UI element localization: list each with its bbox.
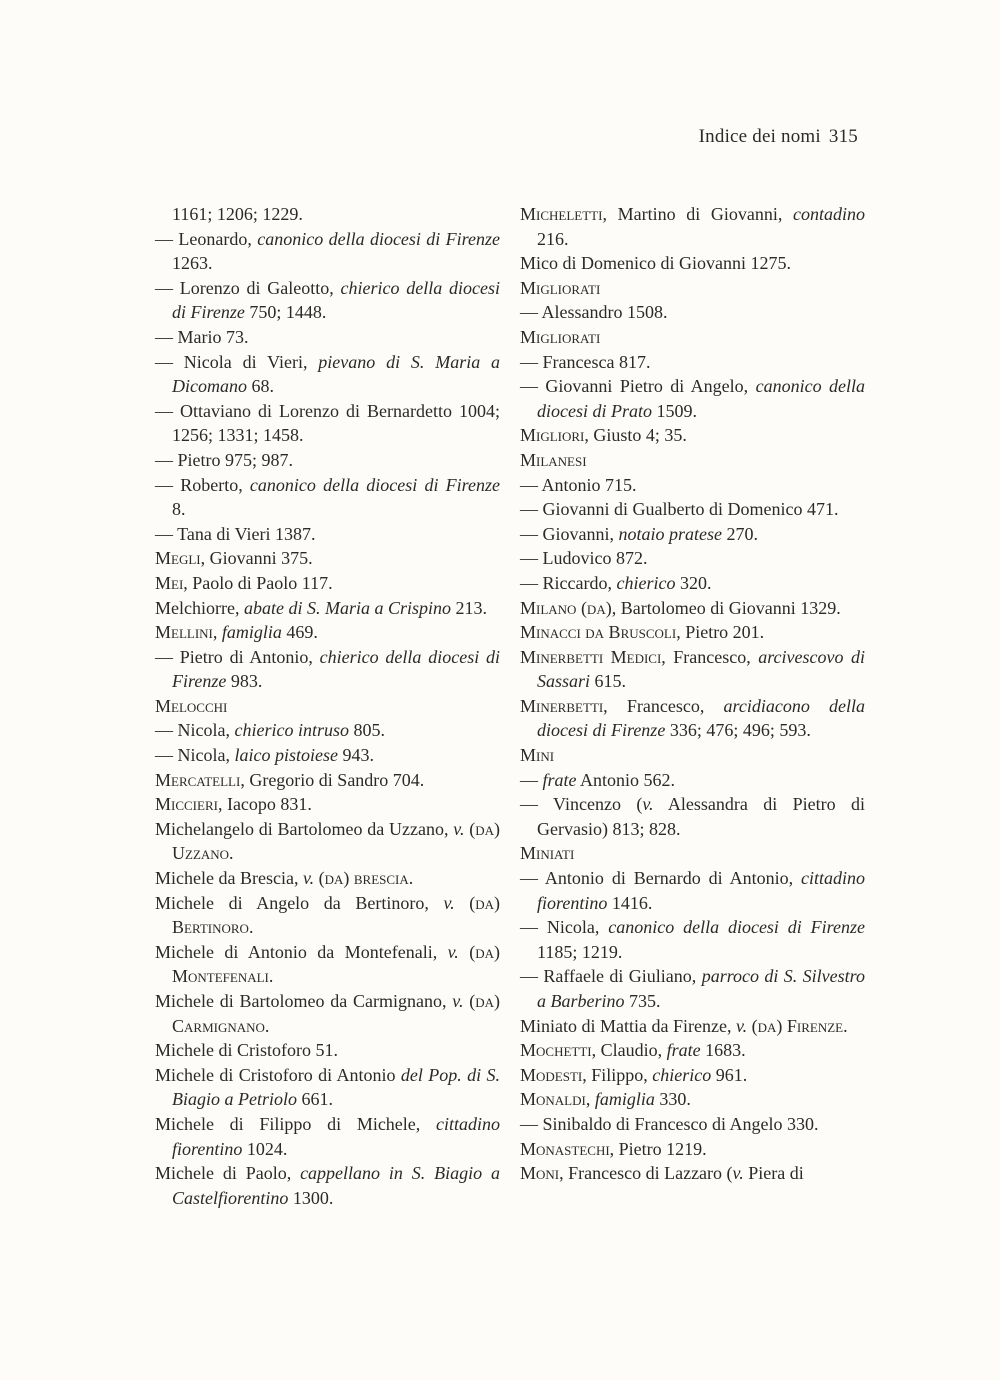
- entry-text: Michele di Cristoforo di Antonio: [155, 1064, 401, 1085]
- entry-surname: (da) brescia.: [314, 868, 414, 889]
- entry-surname: Monastechi: [520, 1138, 610, 1159]
- entry-text: 320.: [675, 572, 712, 593]
- index-entry: [520, 768, 865, 793]
- entry-text: 1263.: [172, 253, 213, 274]
- entry-text: , Claudio,: [591, 1040, 667, 1061]
- index-entry: [155, 620, 500, 645]
- index-entry: [520, 571, 865, 596]
- entry-italic: contadino: [793, 204, 865, 224]
- entry-italic: pievano di S. Maria a Dicomano: [172, 351, 501, 397]
- entry-text: 213.: [450, 597, 487, 618]
- index-column-left: [155, 202, 500, 1210]
- index-entry: [155, 694, 500, 719]
- index-entry: [520, 497, 865, 522]
- entry-text: 1509.: [652, 400, 697, 421]
- index-entry: [520, 522, 865, 547]
- entry-italic: arcidiacono della diocesi di Firenze: [537, 695, 866, 741]
- entry-text: Michele da Brescia,: [155, 868, 303, 889]
- index-entry: [520, 694, 865, 743]
- entry-text: ,: [212, 622, 222, 643]
- index-entry: [520, 1038, 865, 1063]
- entry-italic: notaio pratese: [618, 523, 722, 544]
- entry-surname: (da) Bertinoro.: [172, 892, 500, 938]
- entry-text: 1185; 1219.: [537, 941, 623, 962]
- entry-text: 469.: [281, 622, 318, 643]
- entry-text: — Lorenzo di Galeotto,: [155, 277, 341, 298]
- entry-text: Mico di Domenico di Giovanni 1275.: [520, 253, 791, 274]
- index-entry: [155, 325, 500, 350]
- entry-text: , Iacopo 831.: [217, 794, 312, 815]
- entry-italic: frate: [666, 1040, 701, 1061]
- entry-text: Piera di: [743, 1163, 804, 1184]
- entry-italic: v.: [453, 818, 465, 839]
- entry-text: — Giovanni,: [520, 523, 619, 544]
- entry-text: — Antonio di Bernardo di Antonio,: [520, 868, 801, 889]
- entry-text: 336; 476; 496; 593.: [665, 720, 811, 741]
- entry-surname: Micheletti: [520, 204, 603, 224]
- entry-surname: Mochetti: [520, 1040, 592, 1061]
- index-entry: [520, 423, 865, 448]
- entry-italic: famiglia: [221, 622, 282, 643]
- entry-text: — Giovanni Pietro di Angelo,: [520, 376, 756, 397]
- entry-italic: v.: [452, 991, 464, 1011]
- index-entry: [155, 1161, 500, 1210]
- index-entry: [155, 1112, 500, 1161]
- entry-text: , Paolo di Paolo 117.: [183, 572, 333, 593]
- entry-surname: Milanesi: [520, 449, 587, 470]
- entry-surname: Migliorati: [520, 326, 601, 347]
- entry-text: 1024.: [242, 1138, 288, 1159]
- index-entry: [520, 596, 865, 621]
- index-entry: [520, 645, 865, 694]
- entry-surname: Mercatelli: [155, 769, 241, 790]
- entry-italic: cittadino fiorentino: [537, 868, 865, 913]
- entry-surname: Moni: [520, 1163, 560, 1184]
- index-entry: [520, 866, 865, 915]
- entry-text: Miniato di Mattia da Firenze,: [520, 1015, 736, 1036]
- entry-text: 1683.: [700, 1040, 746, 1061]
- entry-text: — Francesca 817.: [520, 351, 651, 372]
- entry-surname: Mei: [155, 572, 184, 593]
- entry-italic: chierico intruso: [234, 720, 349, 741]
- index-entry: [155, 718, 500, 743]
- index-entry: [155, 522, 500, 547]
- entry-text: ,: [585, 1089, 595, 1110]
- index-entry: [155, 448, 500, 473]
- entry-italic: cappellano in S. Biagio a Castelfiorentino: [172, 1163, 500, 1208]
- entry-italic: abate di S. Maria a Crispino: [243, 597, 451, 618]
- entry-text: — Nicola,: [520, 917, 609, 938]
- entry-text: 661.: [297, 1089, 333, 1110]
- index-entry: [520, 374, 865, 423]
- entry-text: — Ludovico 872.: [520, 548, 648, 569]
- entry-text: — Nicola,: [155, 720, 235, 741]
- entry-text: 330.: [654, 1089, 691, 1110]
- entry-surname: Modesti: [520, 1064, 583, 1085]
- index-entry: [520, 276, 865, 301]
- index-entry: [155, 866, 500, 891]
- index-entry: [520, 1063, 865, 1088]
- header-title: Indice dei nomi: [698, 126, 821, 147]
- entry-italic: chierico: [652, 1064, 712, 1085]
- entry-text: , Francesco,: [661, 646, 759, 667]
- entry-italic: canonico della diocesi di Firenze: [249, 474, 500, 495]
- index-entry: [155, 989, 500, 1038]
- index-entry: [520, 743, 865, 768]
- entry-italic: canonico della diocesi di Firenze: [608, 917, 865, 938]
- page-number: 315: [828, 126, 858, 147]
- entry-text: — Mario 73.: [155, 326, 249, 347]
- entry-text: 1161; 1206; 1229.: [172, 204, 303, 224]
- entry-text: 805.: [348, 720, 385, 741]
- entry-italic: chierico della diocesi di Firenze: [172, 277, 500, 323]
- entry-text: 983.: [226, 671, 263, 692]
- index-entry: [155, 202, 500, 227]
- running-header: [691, 126, 858, 148]
- index-entry: [520, 620, 865, 645]
- entry-surname: Minerbetti Medici: [520, 646, 662, 667]
- index-entry: [520, 1112, 865, 1137]
- index-entry: [155, 1063, 500, 1112]
- entry-text: , Martino di Giovanni,: [602, 204, 793, 224]
- entry-surname: Melocchi: [155, 695, 228, 716]
- entry-text: 961.: [711, 1064, 748, 1085]
- entry-text: — Pietro 975; 987.: [155, 449, 293, 470]
- entry-text: 750; 1448.: [244, 302, 327, 323]
- entry-text: Michele di Angelo da Bertinoro,: [155, 892, 444, 913]
- index-entry: [155, 350, 500, 399]
- index-entry: [520, 202, 865, 251]
- entry-text: Michele di Antonio da Montefenali,: [155, 941, 448, 962]
- entry-text: — Roberto,: [155, 474, 250, 495]
- index-entry: [155, 596, 500, 621]
- entry-surname: Mini: [520, 745, 555, 766]
- entry-text: — Nicola di Vieri,: [155, 351, 319, 372]
- entry-italic: cittadino fiorentino: [172, 1113, 500, 1159]
- entry-text: 943.: [337, 745, 374, 766]
- entry-text: , Francesco,: [603, 695, 724, 716]
- entry-text: — Pietro di Antonio,: [155, 646, 320, 667]
- entry-surname: (da) Carmignano.: [172, 991, 500, 1036]
- entry-text: Michelangelo di Bartolomeo da Uzzano,: [155, 818, 454, 839]
- entry-surname: Minacci da Bruscoli: [520, 622, 677, 643]
- entry-surname: Monaldi: [520, 1089, 586, 1110]
- index-entry: [520, 1014, 865, 1039]
- index-entry: [520, 473, 865, 498]
- entry-surname: Miniati: [520, 843, 575, 864]
- entry-text: 615.: [590, 671, 627, 692]
- index-entry: [155, 645, 500, 694]
- entry-surname: Megli: [155, 548, 201, 569]
- entry-italic: v.: [642, 794, 654, 815]
- entry-text: 216.: [537, 228, 569, 249]
- entry-text: 270.: [722, 523, 758, 544]
- entry-text: , Filippo,: [582, 1064, 653, 1085]
- entry-surname: Minerbetti: [520, 695, 604, 716]
- entry-text: , Giusto 4; 35.: [584, 425, 687, 446]
- index-entry: [155, 817, 500, 866]
- entry-text: , Gregorio di Sandro 704.: [240, 769, 425, 790]
- entry-text: — Vincenzo (: [520, 794, 643, 815]
- entry-text: 8.: [172, 499, 186, 520]
- index-entry: [155, 227, 500, 276]
- entry-text: Melchiorre,: [155, 597, 244, 618]
- entry-text: — Antonio 715.: [520, 474, 637, 495]
- index-entry: [520, 1161, 865, 1186]
- index-entry: [155, 743, 500, 768]
- entry-italic: arcivescovo di Sassari: [537, 646, 865, 692]
- entry-text: — Tana di Vieri 1387.: [155, 523, 316, 544]
- entry-text: , Bartolomeo di Giovanni 1329.: [611, 597, 841, 618]
- index-entry: [155, 940, 500, 989]
- entry-text: — Sinibaldo di Francesco di Angelo 330.: [520, 1113, 819, 1134]
- entry-text: Michele di Bartolomeo da Carmignano,: [155, 991, 453, 1011]
- entry-surname: Mellini: [155, 622, 213, 643]
- entry-text: — Ottaviano di Lorenzo di Bernardetto 1004; 1256; 1331; 1458.: [155, 400, 500, 446]
- index-entry: [155, 546, 500, 571]
- entry-text: — Giovanni di Gualberto di Domenico 471.: [520, 499, 839, 520]
- index-entry: [520, 251, 865, 276]
- entry-text: — Riccardo,: [520, 572, 617, 593]
- entry-surname: Migliori: [520, 425, 585, 446]
- entry-text: —: [520, 769, 543, 790]
- entry-text: 1300.: [288, 1187, 334, 1208]
- entry-text: — Alessandro 1508.: [520, 302, 668, 323]
- entry-text: Alessandra di Pietro di Gervasio) 813; 828.: [537, 794, 865, 839]
- index-entry: [520, 325, 865, 350]
- entry-italic: famiglia: [594, 1089, 655, 1110]
- entry-italic: laico pistoiese: [234, 745, 338, 766]
- entry-text: , Giovanni 375.: [200, 548, 313, 569]
- entry-text: — Raffaele di Giuliano,: [520, 966, 702, 987]
- entry-text: 735.: [624, 991, 661, 1011]
- index-entry: [155, 768, 500, 793]
- entry-text: , Pietro 1219.: [609, 1138, 707, 1159]
- entry-text: — Nicola,: [155, 745, 235, 766]
- index-entry: [520, 350, 865, 375]
- index-entry: [520, 915, 865, 964]
- index-entry: [155, 571, 500, 596]
- entry-italic: frate: [542, 769, 577, 790]
- entry-italic: canonico della diocesi di Prato: [537, 376, 865, 421]
- index-entry: [155, 891, 500, 940]
- index-entry: [155, 1038, 500, 1063]
- index-entry: [155, 399, 500, 448]
- entry-surname: (da) Uzzano.: [172, 818, 500, 864]
- index-column-right: [520, 202, 865, 1186]
- entry-text: Michele di Cristoforo 51.: [155, 1040, 338, 1061]
- index-entry: [155, 792, 500, 817]
- index-entry: [520, 448, 865, 473]
- entry-italic: v.: [443, 892, 455, 913]
- entry-surname: Migliorati: [520, 277, 601, 298]
- entry-italic: v.: [732, 1163, 744, 1184]
- entry-text: Michele di Paolo,: [155, 1163, 301, 1184]
- entry-surname: Miccieri: [155, 794, 218, 815]
- entry-text: 1416.: [607, 892, 653, 913]
- index-entry: [520, 1087, 865, 1112]
- index-entry: [520, 964, 865, 1013]
- entry-italic: v.: [447, 941, 459, 962]
- index-entry: [520, 546, 865, 571]
- entry-italic: parroco di S. Silvestro a Barberino: [537, 966, 866, 1011]
- entry-text: , Francesco di Lazzaro (: [559, 1163, 733, 1184]
- entry-italic: canonico della diocesi di Firenze: [257, 228, 500, 249]
- entry-text: , Pietro 201.: [676, 622, 765, 643]
- entry-text: 68.: [247, 376, 274, 397]
- entry-surname: Milano (da): [520, 597, 612, 618]
- index-entry: [520, 300, 865, 325]
- entry-text: Antonio 562.: [576, 769, 676, 790]
- entry-italic: chierico: [616, 572, 676, 593]
- index-entry: [520, 792, 865, 841]
- entry-surname: (da) Firenze.: [747, 1015, 848, 1036]
- index-entry: [520, 1137, 865, 1162]
- entry-text: Michele di Filippo di Michele,: [155, 1113, 436, 1134]
- index-entry: [155, 276, 500, 325]
- index-entry: [520, 841, 865, 866]
- entry-text: — Leonardo,: [155, 228, 258, 249]
- entry-surname: (da) Montefenali.: [172, 941, 500, 987]
- index-entry: [155, 473, 500, 522]
- entry-italic: chierico della diocesi di Firenze: [172, 646, 500, 692]
- entry-italic: v.: [302, 868, 315, 889]
- entry-italic: del Pop. di S. Biagio a Petriolo: [172, 1064, 500, 1110]
- entry-italic: v.: [735, 1015, 748, 1036]
